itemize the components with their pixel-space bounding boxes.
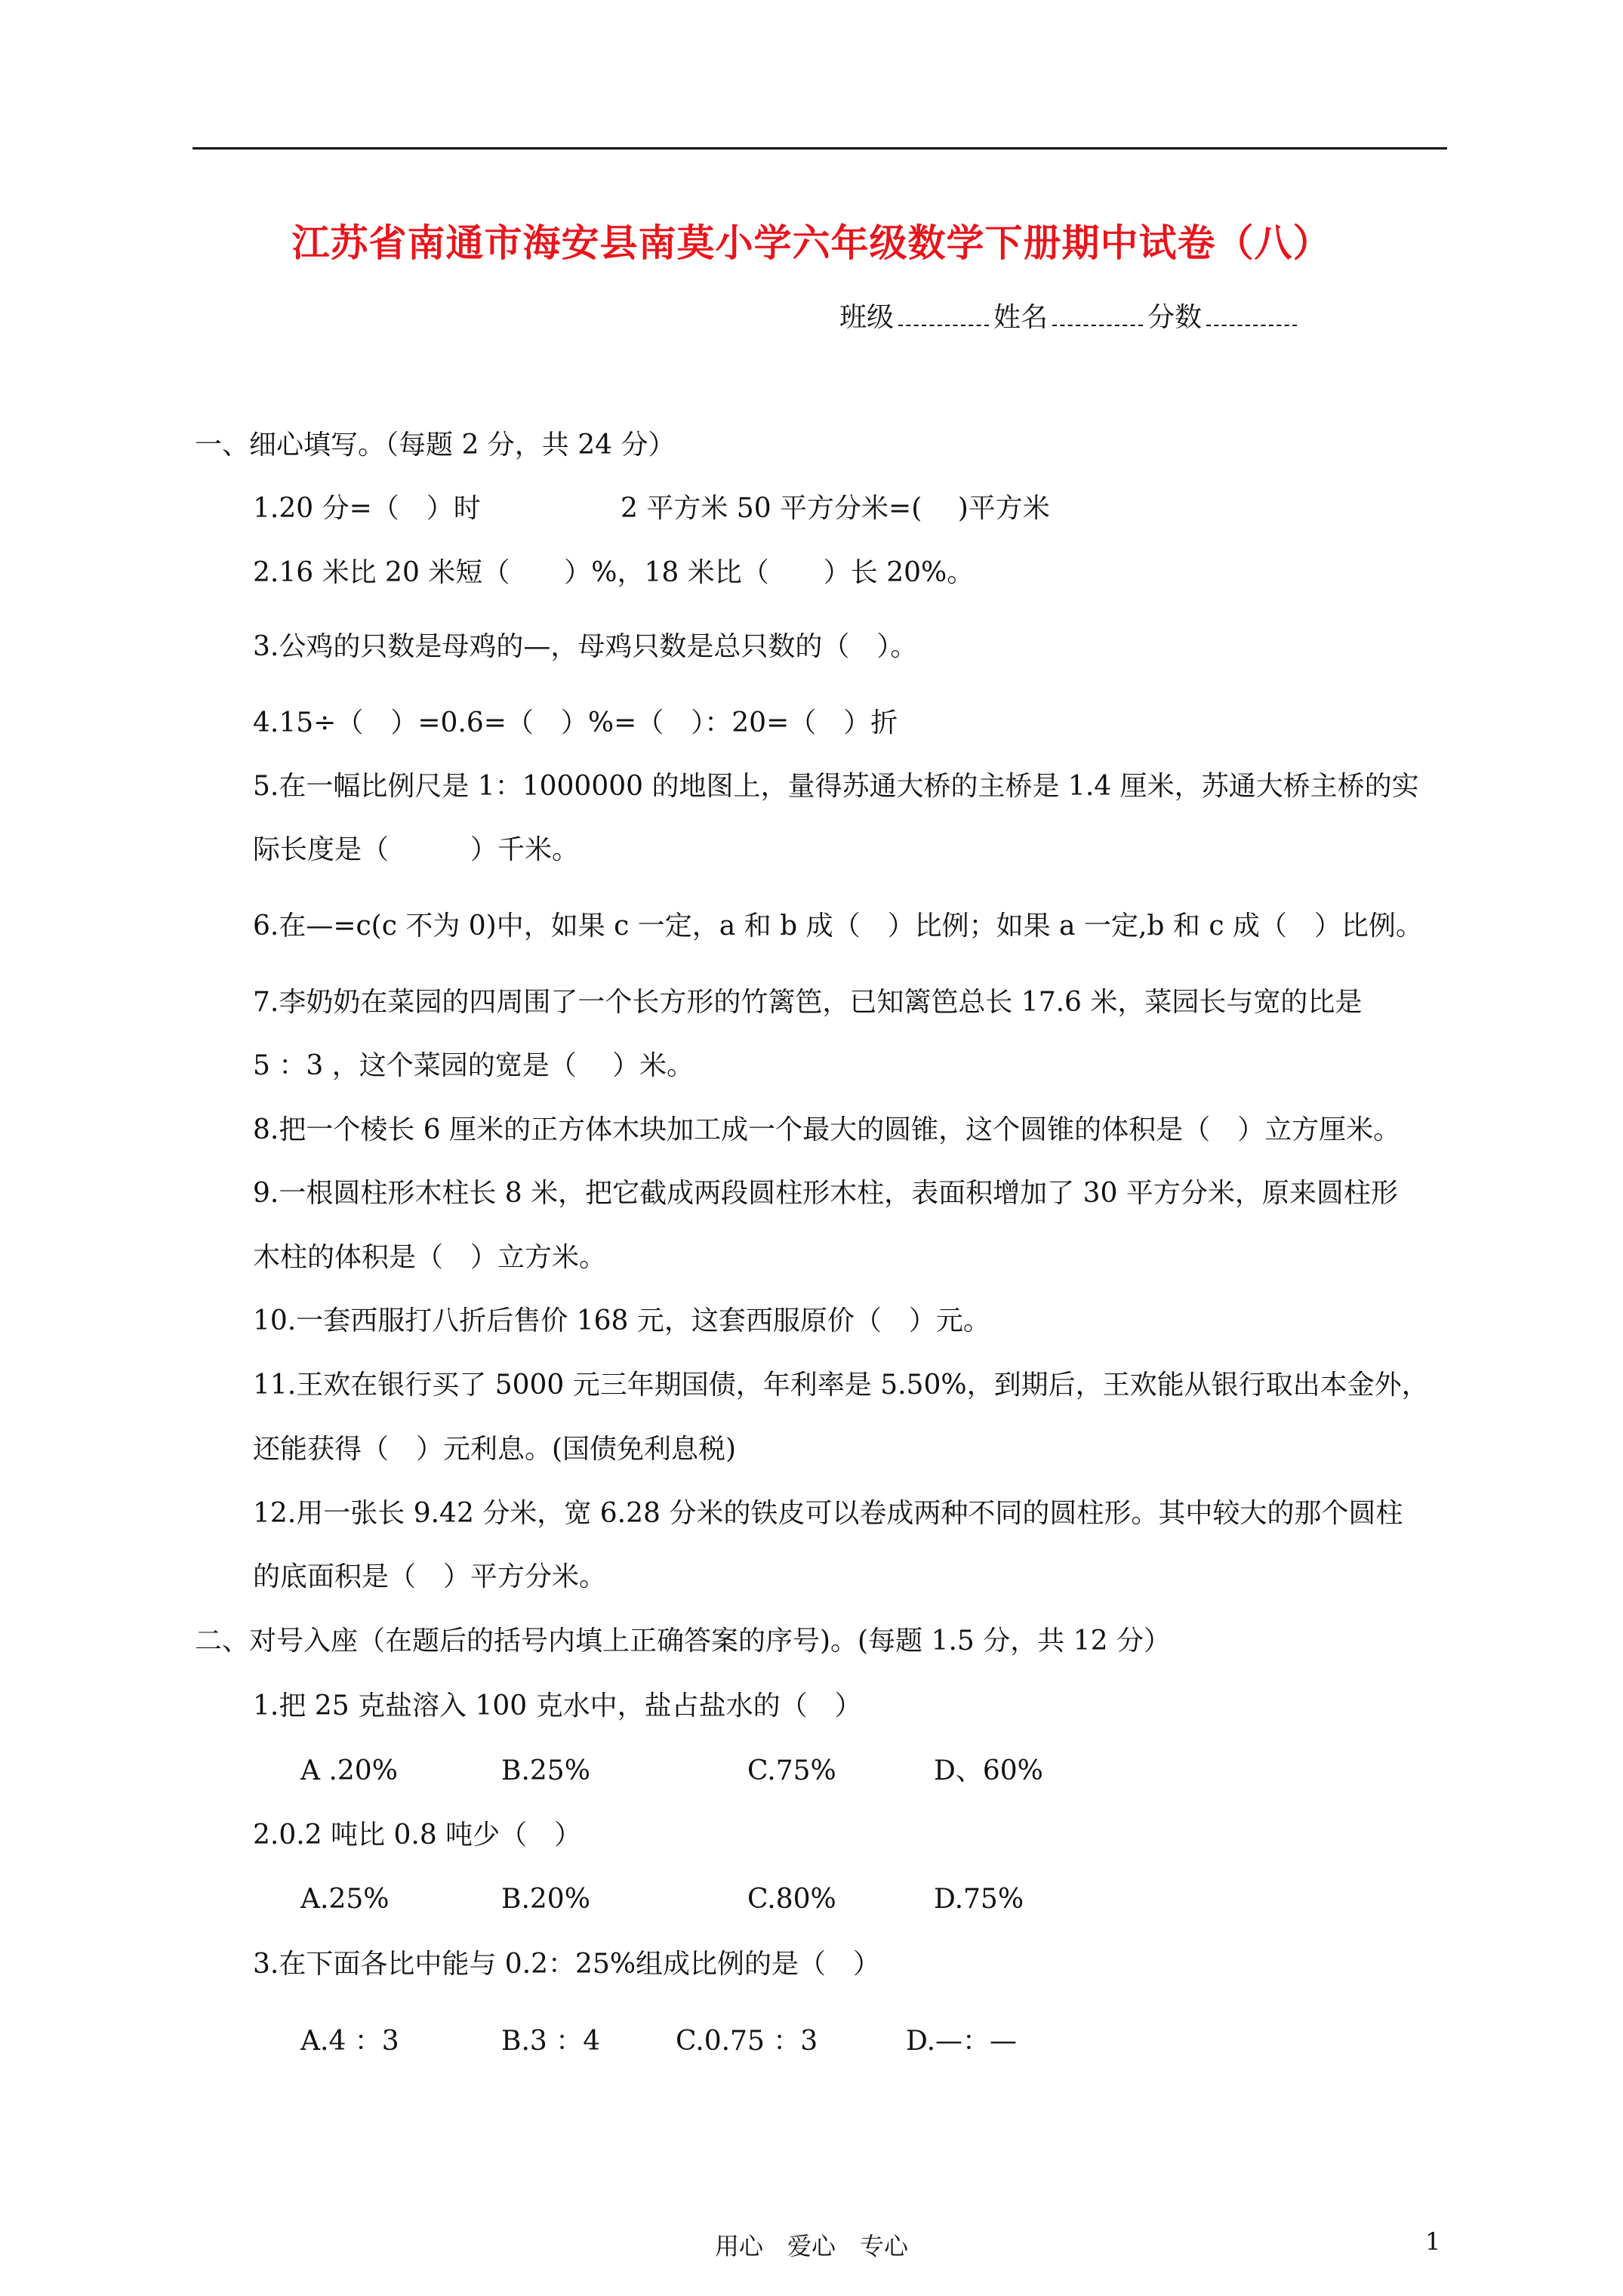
question-12-line1: 12.用一张长 9.42 分米，宽 6.28 分米的铁皮可以卷成两种不同的圆柱形。其中较大的那个圆柱 [253,1498,1403,1529]
question-5-line2: 际长度是（ ）千米。 [253,834,580,865]
question-3: 3.公鸡的只数是母鸡的—，母鸡只数是总只数的（ ）。 [253,631,918,662]
question-4: 4.15÷（ ）=0.6=（ ）%=（ ）：20=（ ）折 [253,707,898,738]
mc3-option-a[interactable]: A.4 ：3 [300,2026,399,2057]
mc3-option-c[interactable]: C.0.75 ：3 [676,2026,818,2057]
class-blank[interactable] [898,299,989,326]
mc1-option-a[interactable]: A .20% [300,1755,398,1786]
score-label: 分数 [1147,302,1203,333]
question-1b: 2 平方米 50 平方分米=( )平方米 [621,493,1050,524]
mc2-option-c[interactable]: C.80% [747,1884,836,1915]
mc1-option-b[interactable]: B.25% [501,1755,590,1786]
name-label: 姓名 [993,302,1049,333]
question-7-line1: 7.李奶奶在菜园的四周围了一个长方形的竹篱笆，已知篱笆总长 17.6 米，菜园长与宽的比是 [253,987,1363,1018]
mc2-option-a[interactable]: A.25% [300,1884,390,1915]
question-7-line2: 5 ：3 ，这个菜园的宽是（ ）米。 [253,1050,694,1081]
header-rule [192,147,1447,149]
question-6: 6.在—=c(c 不为 0)中，如果 c 一定，a 和 b 成（ ）比例；如果 a 一定,b 和 c 成（ ）比例。 [253,911,1423,942]
question-9-line1: 9.一根圆柱形木柱长 8 米，把它截成两段圆柱形木柱，表面积增加了 30 平方分米，原来圆柱形 [253,1178,1398,1209]
mc2-option-b[interactable]: B.20% [501,1884,590,1915]
exam-title: 江苏省南通市海安县南莫小学六年级数学下册期中试卷（八） [291,220,1332,265]
mc1-option-c[interactable]: C.75% [747,1755,836,1786]
question-11-line2: 还能获得（ ）元利息。(国债免利息税) [253,1434,737,1465]
page-number: 1 [1425,2227,1441,2256]
mc3-option-d[interactable]: D.—：— [906,2026,1018,2057]
question-12-line2: 的底面积是（ ）平方分米。 [253,1561,607,1592]
section2-heading: 二、对号入座（在题后的括号内填上正确答案的序号)。(每题 1.5 分，共 12 分） [195,1626,1171,1657]
score-blank[interactable] [1206,299,1297,326]
question-8: 8.把一个棱长 6 厘米的正方体木块加工成一个最大的圆锥，这个圆锥的体积是（ ）立方厘米。 [253,1114,1401,1145]
question-1a: 1.20 分=（ ）时 [253,493,481,524]
mc-question-3: 3.在下面各比中能与 0.2：25%组成比例的是（ ） [253,1949,881,1980]
question-5-line1: 5.在一幅比例尺是 1：1000000 的地图上，量得苏通大桥的主桥是 1.4 厘米，苏通大桥主桥的实 [253,771,1419,802]
mc1-option-d[interactable]: D、60% [934,1755,1043,1786]
mc3-option-b[interactable]: B.3 ：4 [501,2026,601,2057]
question-11-line1: 11.王欢在银行买了 5000 元三年期国债，年利率是 5.50%，到期后，王欢能从银行取出本金外， [253,1370,1429,1401]
mc2-option-d[interactable]: D.75% [934,1884,1024,1915]
class-label: 班级 [839,302,895,333]
section1-heading: 一、细心填写。（每题 2 分，共 24 分） [195,430,676,461]
student-info-line [839,299,1301,336]
name-blank[interactable] [1052,299,1143,326]
mc-question-1: 1.把 25 克盐溶入 100 克水中，盐占盐水的（ ） [253,1690,862,1721]
question-10: 10.一套西服打八折后售价 168 元，这套西服原价（ ）元。 [253,1305,990,1336]
mc-question-2: 2.0.2 吨比 0.8 吨少（ ） [253,1820,582,1851]
question-2: 2.16 米比 20 米短（ ）%，18 米比（ ）长 20%。 [253,557,975,588]
question-9-line2: 木柱的体积是（ ）立方米。 [253,1242,607,1273]
footer-motto: 用心 爱心 专心 [714,2232,908,2261]
